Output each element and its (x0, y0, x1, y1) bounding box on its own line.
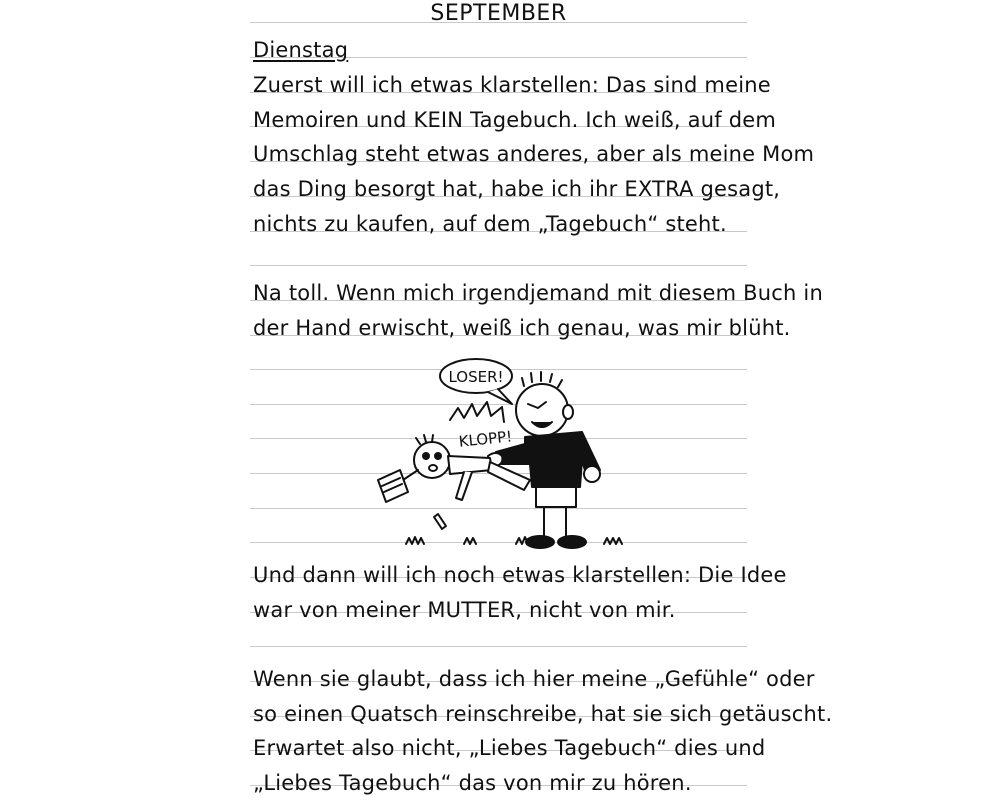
text-line: Umschlag steht etwas anderes, aber als meine Mom (253, 142, 815, 166)
ruled-line (250, 646, 747, 647)
text-line: Erwartet also nicht, „Liebes Tagebuch“ dies und (253, 736, 766, 760)
sound-text: KLOPP! (457, 427, 514, 451)
comic-illustration (360, 352, 660, 557)
text-line: das Ding besorgt hat, habe ich ihr EXTRA gesagt, (253, 177, 781, 201)
text-line: war von meiner MUTTER, nicht von mir. (253, 598, 676, 622)
text-line: der Hand erwischt, weiß ich genau, was mir blüht. (253, 316, 791, 340)
page-title: SEPTEMBER (430, 1, 567, 26)
text-line: „Liebes Tagebuch“ das von mir zu hören. (253, 771, 692, 795)
grass-tufts (406, 537, 622, 544)
falling-item (434, 514, 446, 529)
day-heading: Dienstag (253, 38, 349, 62)
text-line: nichts zu kaufen, auf dem „Tagebuch“ steht. (253, 212, 727, 236)
text-line: Na toll. Wenn mich irgendjemand mit diesem Buch in (253, 281, 823, 305)
impact-burst (450, 402, 513, 451)
text-line: so einen Quatsch reinschreibe, hat sie sich getäuscht. (253, 702, 833, 726)
text-line: Wenn sie glaubt, dass ich hier meine „Gefühle“ oder (253, 667, 815, 691)
speech-bubble (440, 359, 512, 404)
ruled-line (250, 265, 747, 266)
text-line: Memoiren und KEIN Tagebuch. Ich weiß, auf dem (253, 108, 776, 132)
text-line: Zuerst will ich etwas klarstellen: Das sind meine (253, 73, 771, 97)
speech-text: LOSER! (448, 368, 504, 386)
text-line: Und dann will ich noch etwas klarstellen: Die Idee (253, 563, 787, 587)
